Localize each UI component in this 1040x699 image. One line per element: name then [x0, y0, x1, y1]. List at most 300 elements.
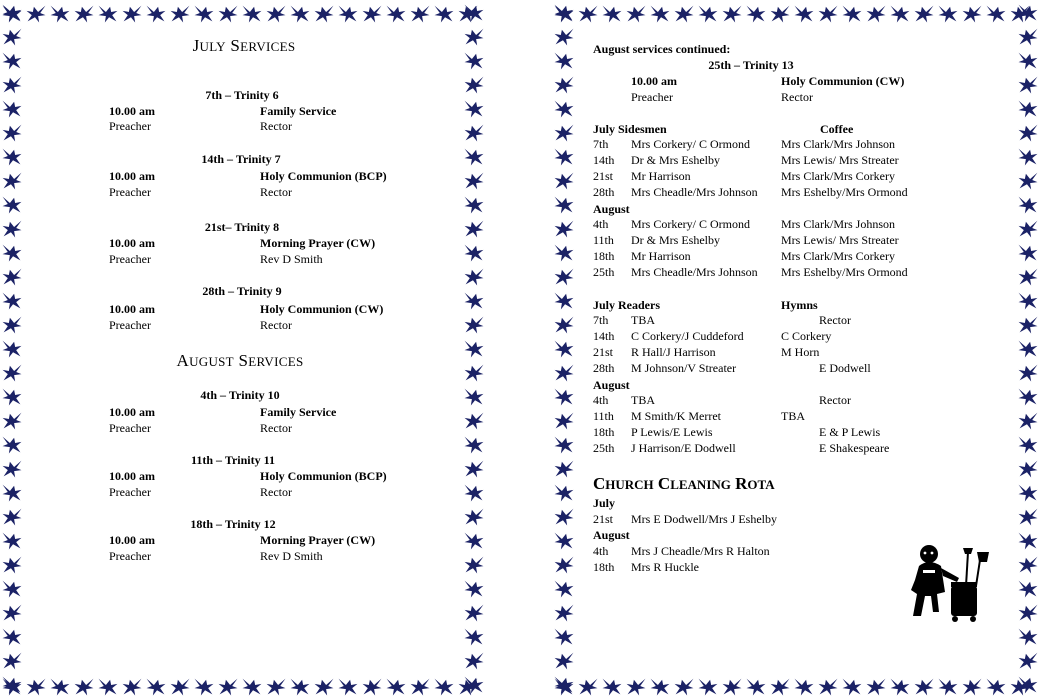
swallow-icon — [843, 6, 862, 23]
coffee-names: Mrs Clark/Mrs Johnson — [781, 137, 896, 151]
service-time: 10.00 am — [109, 533, 155, 547]
swallow-icon — [1019, 101, 1038, 118]
swallow-icon — [195, 679, 214, 696]
swallow-border-bottom — [552, 673, 1040, 699]
swallow-icon — [99, 679, 118, 696]
swallow-icon — [75, 679, 94, 696]
service-title: 7th – Trinity 6 — [205, 88, 279, 102]
swallow-icon — [465, 437, 484, 454]
preacher-name: Rector — [260, 185, 292, 199]
swallow-icon — [1019, 629, 1038, 646]
reader-names: M Smith/K Merret — [631, 409, 721, 423]
swallow-icon — [51, 6, 70, 23]
swallow-icon — [3, 605, 22, 622]
rota-date: 14th — [593, 329, 615, 343]
coffee-names: Mrs Eshelby/Mrs Ormond — [781, 185, 908, 199]
sidesmen-heading: July Sidesmen — [593, 122, 667, 136]
swallow-icon — [1019, 221, 1038, 238]
rota-date: 4th — [593, 544, 609, 558]
swallow-icon — [1019, 677, 1038, 694]
swallow-icon — [555, 221, 574, 238]
swallow-icon — [465, 77, 484, 94]
rota-date: 7th — [593, 137, 609, 151]
reader-names: M Johnson/V Streater — [631, 361, 737, 375]
swallow-icon — [363, 679, 382, 696]
swallow-icon — [1019, 77, 1038, 94]
swallow-border-bottom — [0, 673, 486, 699]
swallow-icon — [795, 679, 814, 696]
sidesmen-names: Mrs Corkery/ C Ormond — [631, 217, 750, 231]
cleaner-names: Mrs J Cheadle/Mrs R Halton — [631, 544, 770, 558]
swallow-icon — [465, 605, 484, 622]
swallow-icon — [555, 485, 574, 502]
swallow-icon — [3, 293, 22, 310]
hymns-names: E & P Lewis — [819, 425, 881, 439]
swallow-icon — [555, 29, 574, 46]
swallow-icon — [3, 149, 22, 166]
rota-date: 25th — [593, 265, 615, 279]
swallow-icon — [555, 557, 574, 574]
swallow-icon — [123, 6, 142, 23]
preacher-label: Preacher — [631, 90, 673, 104]
service-title: 14th – Trinity 7 — [201, 152, 281, 166]
coffee-names: Mrs Lewis/ Mrs Streater — [781, 233, 899, 247]
rota-date: 18th — [593, 560, 615, 574]
swallow-icon — [555, 173, 574, 190]
swallow-icon — [651, 6, 670, 23]
swallow-icon — [465, 221, 484, 238]
swallow-icon — [465, 5, 484, 22]
swallow-icon — [363, 6, 382, 23]
swallow-icon — [171, 6, 190, 23]
service-name: Family Service — [260, 104, 337, 118]
reader-names: R Hall/J Harrison — [631, 345, 716, 359]
swallow-icon — [555, 605, 574, 622]
coffee-names: Mrs Clark/Mrs Corkery — [781, 169, 895, 183]
swallow-icon — [675, 6, 694, 23]
swallow-icon — [1019, 461, 1038, 478]
july-services-heading: JULY SERVICES — [192, 36, 296, 55]
swallow-icon — [339, 679, 358, 696]
service-time: 10.00 am — [109, 236, 155, 250]
hymns-names: E Dodwell — [819, 361, 871, 375]
swallow-icon — [465, 677, 484, 694]
hymns-names: Rector — [819, 393, 851, 407]
swallow-icon — [465, 485, 484, 502]
swallow-icon — [3, 389, 22, 406]
swallow-icon — [867, 6, 886, 23]
service-title: 4th – Trinity 10 — [200, 388, 280, 402]
preacher-label: Preacher — [109, 549, 151, 563]
swallow-icon — [939, 6, 958, 23]
swallow-icon — [465, 149, 484, 166]
swallow-icon — [3, 557, 22, 574]
swallow-icon — [195, 6, 214, 23]
service-time: 10.00 am — [109, 405, 155, 419]
swallow-border-left — [552, 0, 576, 699]
swallow-icon — [123, 679, 142, 696]
swallow-icon — [465, 509, 484, 526]
swallow-icon — [1019, 149, 1038, 166]
swallow-icon — [3, 533, 22, 550]
swallow-icon — [1019, 509, 1038, 526]
hymns-names: TBA — [781, 409, 805, 423]
swallow-icon — [555, 533, 574, 550]
swallow-icon — [819, 6, 838, 23]
rota-date: 21st — [593, 512, 614, 526]
swallow-icon — [3, 581, 22, 598]
swallow-icon — [891, 6, 910, 23]
swallow-icon — [963, 6, 982, 23]
swallow-icon — [465, 173, 484, 190]
service-name: Holy Communion (CW) — [260, 302, 384, 316]
swallow-icon — [1019, 317, 1038, 334]
swallow-icon — [579, 679, 598, 696]
swallow-icon — [465, 581, 484, 598]
swallow-icon — [1019, 581, 1038, 598]
reader-names: P Lewis/E Lewis — [631, 425, 713, 439]
swallow-icon — [3, 53, 22, 70]
preacher-label: Preacher — [109, 485, 151, 499]
service-title: 11th – Trinity 11 — [191, 453, 275, 467]
swallow-icon — [465, 389, 484, 406]
rota-date: 25th — [593, 441, 615, 455]
swallow-icon — [1019, 53, 1038, 70]
swallow-border-top — [552, 0, 1040, 26]
swallow-icon — [267, 6, 286, 23]
swallow-icon — [147, 6, 166, 23]
swallow-icon — [555, 197, 574, 214]
august-label: August — [593, 202, 630, 216]
preacher-name: Rector — [260, 119, 292, 133]
swallow-icon — [435, 679, 454, 696]
swallow-icon — [747, 679, 766, 696]
swallow-icon — [3, 5, 22, 22]
service-name: Holy Communion (CW) — [781, 74, 905, 88]
swallow-icon — [75, 6, 94, 23]
swallow-icon — [555, 125, 574, 142]
rota-date: 21st — [593, 169, 614, 183]
hymns-names: C Corkery — [781, 329, 832, 343]
swallow-icon — [3, 485, 22, 502]
preacher-name: Rev D Smith — [260, 549, 323, 563]
swallow-icon — [3, 677, 22, 694]
left-page — [0, 0, 486, 699]
swallow-icon — [1019, 5, 1038, 22]
swallow-icon — [555, 317, 574, 334]
swallow-icon — [171, 679, 190, 696]
service-title: 25th – Trinity 13 — [708, 58, 794, 72]
rota-date: 21st — [593, 345, 614, 359]
swallow-icon — [3, 317, 22, 334]
swallow-icon — [411, 679, 430, 696]
cleaner-icon — [907, 540, 1012, 630]
hymns-heading: Hymns — [781, 298, 818, 312]
swallow-icon — [27, 679, 46, 696]
sidesmen-names: Mrs Corkery/ C Ormond — [631, 137, 750, 151]
swallow-icon — [387, 6, 406, 23]
hymns-names: E Shakespeare — [819, 441, 890, 455]
august-label: August — [593, 378, 630, 392]
rota-date: 18th — [593, 249, 615, 263]
swallow-icon — [1019, 29, 1038, 46]
swallow-icon — [555, 653, 574, 670]
swallow-icon — [1019, 341, 1038, 358]
swallow-icon — [1019, 533, 1038, 550]
coffee-heading: Coffee — [820, 122, 854, 136]
swallow-icon — [291, 679, 310, 696]
swallow-icon — [771, 6, 790, 23]
swallow-icon — [315, 679, 334, 696]
swallow-icon — [891, 679, 910, 696]
swallow-icon — [555, 581, 574, 598]
preacher-name: Rector — [260, 421, 292, 435]
swallow-icon — [1019, 653, 1038, 670]
swallow-icon — [555, 677, 574, 694]
swallow-icon — [465, 125, 484, 142]
cleaner-names: Mrs R Huckle — [631, 560, 699, 574]
august-label: August — [593, 528, 630, 542]
swallow-icon — [465, 269, 484, 286]
rota-date: 18th — [593, 425, 615, 439]
reader-names: TBA — [631, 313, 655, 327]
swallow-icon — [339, 6, 358, 23]
swallow-icon — [1019, 125, 1038, 142]
swallow-icon — [3, 197, 22, 214]
preacher-label: Preacher — [109, 318, 151, 332]
swallow-icon — [1019, 197, 1038, 214]
coffee-names: Mrs Eshelby/Mrs Ormond — [781, 265, 908, 279]
swallow-icon — [1019, 245, 1038, 262]
swallow-icon — [243, 6, 262, 23]
service-name: Holy Communion (BCP) — [260, 469, 387, 483]
swallow-icon — [147, 679, 166, 696]
continued-heading: August services continued: — [593, 42, 731, 56]
service-name: Morning Prayer (CW) — [260, 236, 376, 250]
rota-date: 14th — [593, 153, 615, 167]
coffee-names: Mrs Clark/Mrs Johnson — [781, 217, 896, 231]
swallow-icon — [555, 269, 574, 286]
preacher-name: Rector — [260, 485, 292, 499]
swallow-icon — [915, 679, 934, 696]
swallow-icon — [987, 679, 1006, 696]
rota-date: 4th — [593, 393, 609, 407]
swallow-icon — [3, 125, 22, 142]
swallow-icon — [3, 269, 22, 286]
swallow-icon — [465, 461, 484, 478]
swallow-icon — [465, 101, 484, 118]
swallow-icon — [465, 533, 484, 550]
swallow-icon — [555, 101, 574, 118]
swallow-icon — [99, 6, 118, 23]
swallow-icon — [555, 77, 574, 94]
swallow-icon — [315, 6, 334, 23]
swallow-icon — [555, 149, 574, 166]
swallow-icon — [291, 6, 310, 23]
swallow-icon — [465, 413, 484, 430]
swallow-icon — [465, 29, 484, 46]
swallow-icon — [465, 341, 484, 358]
swallow-icon — [795, 6, 814, 23]
swallow-icon — [3, 365, 22, 382]
swallow-border-top — [0, 0, 486, 26]
swallow-icon — [723, 6, 742, 23]
swallow-icon — [243, 679, 262, 696]
rota-date: 28th — [593, 361, 615, 375]
swallow-icon — [3, 173, 22, 190]
swallow-icon — [465, 197, 484, 214]
swallow-icon — [1019, 173, 1038, 190]
coffee-names: Mrs Clark/Mrs Corkery — [781, 249, 895, 263]
swallow-icon — [555, 245, 574, 262]
rota-date: 7th — [593, 313, 609, 327]
hymns-names: M Horn — [781, 345, 820, 359]
swallow-icon — [747, 6, 766, 23]
swallow-border-right — [1016, 0, 1040, 699]
reader-names: C Corkery/J Cuddeford — [631, 329, 744, 343]
sidesmen-names: Mr Harrison — [631, 169, 691, 183]
swallow-icon — [1019, 389, 1038, 406]
swallow-icon — [465, 653, 484, 670]
preacher-name: Rev D Smith — [260, 252, 323, 266]
swallow-icon — [411, 6, 430, 23]
swallow-icon — [465, 317, 484, 334]
swallow-icon — [555, 509, 574, 526]
swallow-icon — [465, 245, 484, 262]
service-time: 10.00 am — [109, 104, 155, 118]
swallow-icon — [771, 679, 790, 696]
swallow-icon — [555, 389, 574, 406]
swallow-border-right — [462, 0, 486, 699]
swallow-icon — [555, 365, 574, 382]
service-time: 10.00 am — [109, 469, 155, 483]
swallow-icon — [555, 629, 574, 646]
cleaning-rota-heading: CHURCH CLEANING ROTA — [593, 474, 775, 493]
swallow-icon — [555, 413, 574, 430]
swallow-icon — [723, 679, 742, 696]
swallow-icon — [627, 679, 646, 696]
service-name: Morning Prayer (CW) — [260, 533, 376, 547]
swallow-icon — [555, 437, 574, 454]
swallow-icon — [3, 509, 22, 526]
sidesmen-names: Mrs Cheadle/Mrs Johnson — [631, 265, 758, 279]
cleaner-names: Mrs E Dodwell/Mrs J Eshelby — [631, 512, 777, 526]
swallow-icon — [3, 77, 22, 94]
preacher-name: Rector — [781, 90, 813, 104]
swallow-icon — [219, 679, 238, 696]
swallow-icon — [465, 365, 484, 382]
swallow-icon — [465, 53, 484, 70]
service-time: 10.00 am — [109, 302, 155, 316]
hymns-names: Rector — [819, 313, 851, 327]
swallow-icon — [3, 29, 22, 46]
swallow-icon — [555, 5, 574, 22]
rota-date: 4th — [593, 217, 609, 231]
service-title: 28th – Trinity 9 — [202, 284, 282, 298]
rota-date: 28th — [593, 185, 615, 199]
swallow-icon — [1019, 413, 1038, 430]
swallow-icon — [3, 629, 22, 646]
swallow-icon — [51, 679, 70, 696]
swallow-icon — [651, 679, 670, 696]
swallow-icon — [579, 6, 598, 23]
swallow-icon — [627, 6, 646, 23]
swallow-icon — [1019, 437, 1038, 454]
swallow-icon — [555, 341, 574, 358]
sidesmen-names: Dr & Mrs Eshelby — [631, 153, 720, 167]
reader-names: J Harrison/E Dodwell — [631, 441, 736, 455]
swallow-icon — [3, 341, 22, 358]
swallow-icon — [465, 557, 484, 574]
preacher-label: Preacher — [109, 119, 151, 133]
rota-date: 11th — [593, 409, 614, 423]
swallow-icon — [1019, 269, 1038, 286]
swallow-icon — [699, 679, 718, 696]
service-title: 18th – Trinity 12 — [190, 517, 276, 531]
swallow-icon — [387, 679, 406, 696]
coffee-names: Mrs Lewis/ Mrs Streater — [781, 153, 899, 167]
swallow-icon — [1019, 605, 1038, 622]
sidesmen-names: Dr & Mrs Eshelby — [631, 233, 720, 247]
swallow-icon — [219, 6, 238, 23]
sidesmen-names: Mrs Cheadle/Mrs Johnson — [631, 185, 758, 199]
swallow-icon — [465, 629, 484, 646]
preacher-name: Rector — [260, 318, 292, 332]
swallow-icon — [27, 6, 46, 23]
swallow-icon — [555, 53, 574, 70]
service-time: 10.00 am — [109, 169, 155, 183]
swallow-border-left — [0, 0, 24, 699]
swallow-icon — [3, 653, 22, 670]
swallow-icon — [867, 679, 886, 696]
swallow-icon — [939, 679, 958, 696]
august-services-heading: AUGUST SERVICES — [176, 351, 304, 370]
swallow-icon — [915, 6, 934, 23]
right-page — [552, 0, 1040, 699]
swallow-icon — [603, 6, 622, 23]
preacher-label: Preacher — [109, 185, 151, 199]
swallow-icon — [3, 245, 22, 262]
service-name: Family Service — [260, 405, 337, 419]
rota-date: 11th — [593, 233, 614, 247]
sidesmen-names: Mr Harrison — [631, 249, 691, 263]
swallow-icon — [1019, 557, 1038, 574]
swallow-icon — [699, 6, 718, 23]
preacher-label: Preacher — [109, 421, 151, 435]
readers-heading: July Readers — [593, 298, 660, 312]
swallow-icon — [819, 679, 838, 696]
swallow-icon — [435, 6, 454, 23]
swallow-icon — [3, 101, 22, 118]
preacher-label: Preacher — [109, 252, 151, 266]
swallow-icon — [465, 293, 484, 310]
swallow-icon — [555, 293, 574, 310]
swallow-icon — [267, 679, 286, 696]
swallow-icon — [675, 679, 694, 696]
reader-names: TBA — [631, 393, 655, 407]
swallow-icon — [1019, 485, 1038, 502]
swallow-icon — [3, 221, 22, 238]
service-name: Holy Communion (BCP) — [260, 169, 387, 183]
swallow-icon — [3, 413, 22, 430]
july-label: July — [593, 496, 616, 510]
service-title: 21st– Trinity 8 — [204, 220, 280, 234]
swallow-icon — [1019, 365, 1038, 382]
swallow-icon — [3, 461, 22, 478]
swallow-icon — [3, 437, 22, 454]
swallow-icon — [843, 679, 862, 696]
swallow-icon — [555, 461, 574, 478]
